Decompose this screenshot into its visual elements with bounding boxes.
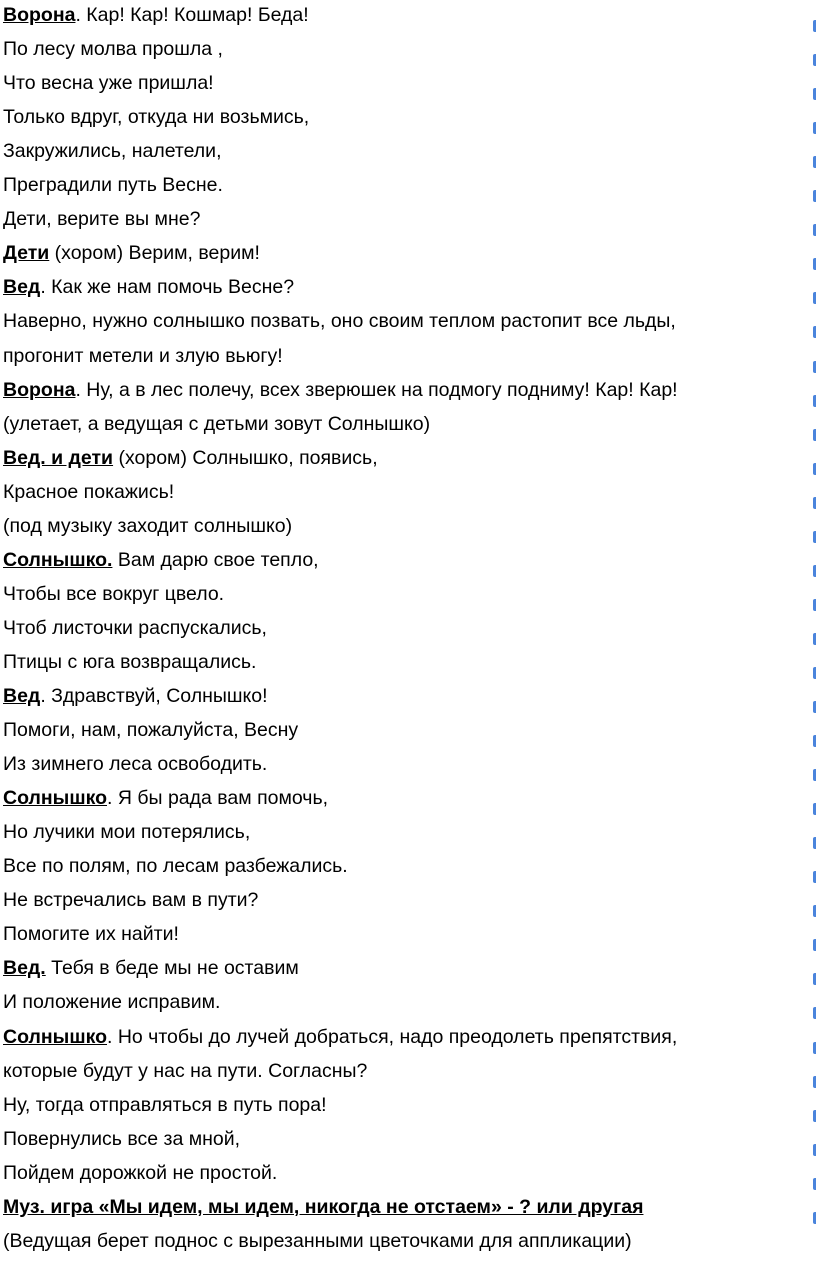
text-line bbox=[3, 1160, 277, 1186]
text-line bbox=[3, 308, 676, 334]
line-text: Красное покажись! bbox=[3, 480, 175, 503]
line-text: Преградили путь Весне. bbox=[3, 174, 223, 197]
line-text: Помоги, нам, пожалуйста, Весну bbox=[3, 719, 299, 742]
speaker-name: Дети bbox=[3, 242, 50, 265]
line-text: Дети, верите вы мне? bbox=[3, 208, 201, 231]
speaker-line bbox=[3, 683, 268, 709]
line-text: Вам дарю свое тепло, bbox=[112, 548, 319, 571]
line-text: прогонит метели и злую вьюгу! bbox=[3, 344, 283, 367]
line-text: (под музыку заходит солнышко) bbox=[3, 514, 293, 537]
line-text: (хором) Верим, верим! bbox=[49, 242, 260, 265]
text-line bbox=[3, 1228, 632, 1254]
text-line bbox=[3, 989, 220, 1015]
text-line bbox=[3, 853, 348, 879]
text-line bbox=[3, 70, 214, 96]
line-text: Помогите их найти! bbox=[3, 923, 179, 946]
text-line bbox=[3, 513, 292, 539]
line-text: (улетает, а ведущая с детьми зовут Солнышко) bbox=[3, 412, 431, 435]
text-line bbox=[3, 615, 267, 641]
speaker-line bbox=[3, 274, 294, 300]
music-game-heading bbox=[3, 1194, 643, 1220]
line-text: Что весна уже пришла! bbox=[3, 72, 214, 95]
text-line bbox=[3, 104, 309, 130]
speaker-line bbox=[3, 377, 678, 403]
line-text: Все по полям, по лесам разбежались. bbox=[3, 855, 348, 878]
line-text: Закружились, налетели, bbox=[3, 140, 222, 163]
speaker-line bbox=[3, 2, 309, 28]
speaker-name: Вед bbox=[3, 685, 41, 707]
speaker-line bbox=[3, 547, 319, 573]
speaker-name: Солнышко bbox=[3, 1025, 107, 1048]
line-text: которые будут у нас на пути. Согласны? bbox=[3, 1059, 368, 1082]
speaker-line bbox=[3, 445, 378, 471]
line-text: (хором) Солнышко, появись, bbox=[113, 446, 378, 469]
line-text: Только вдруг, откуда ни возьмись, bbox=[3, 106, 310, 129]
line-text: Чтобы все вокруг цвело. bbox=[3, 582, 225, 605]
text-line bbox=[3, 36, 223, 62]
speaker-line bbox=[3, 955, 299, 981]
speaker-line bbox=[3, 1024, 677, 1050]
text-line bbox=[3, 138, 222, 164]
speaker-name: Вед. bbox=[3, 957, 46, 980]
text-line bbox=[3, 1126, 240, 1152]
speaker-name: Ворона bbox=[3, 4, 76, 26]
text-line bbox=[3, 206, 200, 232]
text-line bbox=[3, 887, 258, 913]
line-text: . Здравствуй, Солнышко! bbox=[40, 685, 268, 707]
line-text: Наверно, нужно солнышко позвать, оно своим теплом растопит все льды, bbox=[3, 310, 676, 333]
speaker-line bbox=[3, 785, 328, 811]
right-edge-marks bbox=[812, 0, 816, 1271]
heading-text: Муз. игра «Мы идем, мы идем, никогда не отстаем» - ? или другая bbox=[3, 1195, 644, 1218]
speaker-name: Солнышко. bbox=[3, 548, 113, 571]
line-text: И положение исправим. bbox=[3, 991, 221, 1014]
text-line bbox=[3, 411, 430, 437]
line-text: . Как же нам помочь Весне? bbox=[40, 276, 295, 299]
text-line bbox=[3, 479, 174, 505]
speaker-name: Вед. и дети bbox=[3, 446, 114, 469]
line-text: По лесу молва прошла , bbox=[3, 38, 223, 61]
line-text: Чтоб листочки распускались, bbox=[3, 616, 267, 639]
line-text: Тебя в беде мы не оставим bbox=[45, 957, 299, 980]
text-line bbox=[3, 921, 179, 947]
line-text: Но лучики мои потерялись, bbox=[3, 821, 251, 844]
text-line bbox=[3, 1092, 327, 1118]
line-text: . Ну, а в лес полечу, всех зверюшек на подмогу подниму! Кар! Кар! bbox=[75, 378, 678, 401]
line-text: . Кар! Кар! Кошмар! Беда! bbox=[75, 4, 309, 26]
line-text: . Я бы рада вам помочь, bbox=[107, 787, 329, 810]
line-text: Птицы с юга возвращались. bbox=[3, 650, 257, 673]
line-text: Не встречались вам в пути? bbox=[3, 889, 259, 912]
text-line bbox=[3, 172, 223, 198]
line-text: (Ведущая берет поднос с вырезанными цветочками для аппликации) bbox=[3, 1229, 632, 1252]
line-text: Ну, тогда отправляться в путь пора! bbox=[3, 1093, 327, 1116]
line-text: Из зимнего леса освободить. bbox=[3, 753, 268, 776]
text-line bbox=[3, 751, 267, 777]
line-text: . Но чтобы до лучей добраться, надо преодолеть препятствия, bbox=[107, 1025, 678, 1048]
text-line bbox=[3, 819, 250, 845]
speaker-name: Вед bbox=[3, 276, 41, 299]
text-line bbox=[3, 581, 224, 607]
text-line bbox=[3, 343, 283, 369]
text-line bbox=[3, 717, 298, 743]
line-text: Пойдем дорожкой не простой. bbox=[3, 1161, 278, 1184]
speaker-line bbox=[3, 240, 260, 266]
text-line bbox=[3, 649, 256, 675]
text-line bbox=[3, 1058, 367, 1084]
line-text: Повернулись все за мной, bbox=[3, 1127, 241, 1150]
speaker-name: Ворона bbox=[3, 378, 76, 401]
speaker-name: Солнышко bbox=[3, 787, 107, 810]
